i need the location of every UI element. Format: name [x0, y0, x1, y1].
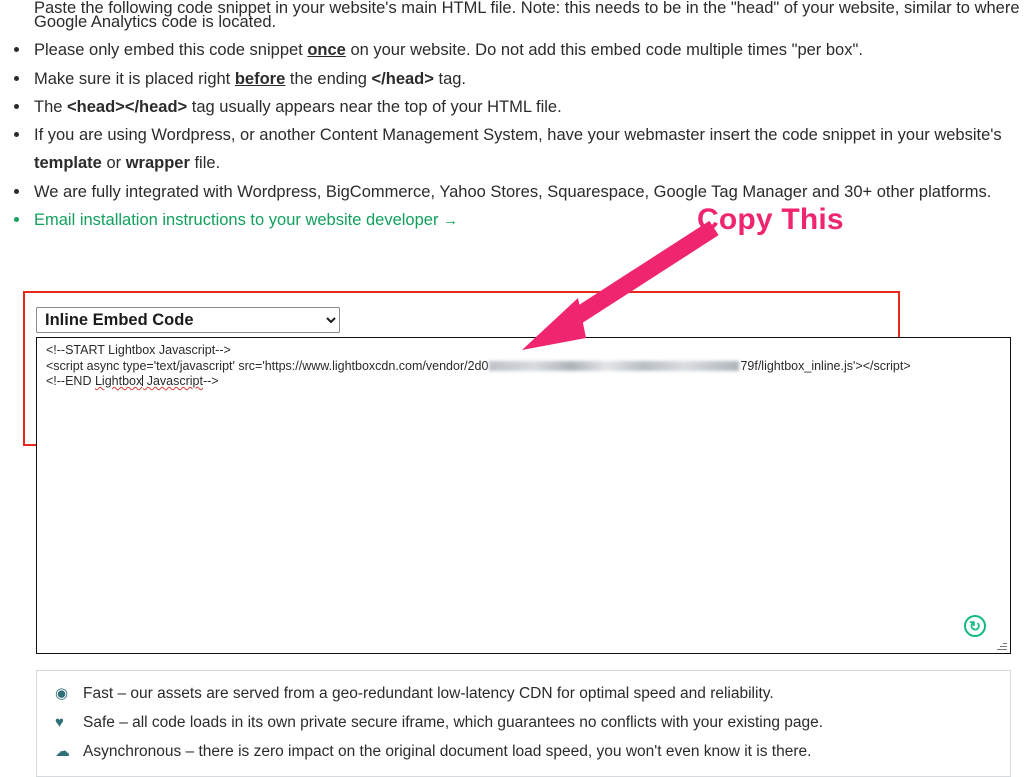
code-line-2-suffix: 79f/lightbox_inline.js'></script>: [740, 358, 911, 373]
list-bullet: [14, 104, 19, 109]
instruction-item-2-emphasis: before: [234, 69, 286, 88]
code-line-2-prefix: <script async type='text/javascript' src='https://www.lightboxcdn.com/vendor/2d0: [46, 358, 489, 373]
instruction-item-3: [0, 93, 1010, 121]
instruction-item-2-part-c: the ending: [285, 69, 372, 88]
instruction-item-1-emphasis: once: [307, 41, 346, 60]
arrow-right-icon: →: [443, 212, 459, 230]
instruction-item-4-wrapper: wrapper: [125, 154, 190, 173]
redacted-vendor-id: [489, 361, 739, 371]
embed-code-textarea[interactable]: [36, 337, 1011, 654]
feature-item-text: Fast – our assets are served from a geo-redundant low-latency CDN for optimal speed and reliability.: [83, 685, 774, 702]
feature-item: [37, 737, 1010, 766]
instruction-item-4-template: template: [34, 154, 102, 173]
refresh-icon[interactable]: ↻: [964, 615, 986, 637]
embed-code-type-select[interactable]: [36, 307, 340, 333]
speedometer-icon: ◉: [55, 685, 69, 702]
list-bullet: [14, 47, 19, 52]
feature-item: [37, 679, 1010, 708]
instruction-item-3-part-a: The: [34, 97, 68, 116]
instruction-item-4-part-c: or: [101, 154, 126, 173]
feature-item: [37, 708, 1010, 737]
feature-item-text: Asynchronous – there is zero impact on the original document load speed, you won't even know it is there.: [83, 743, 812, 760]
code-line-3-prefix: <!--END: [46, 374, 95, 389]
email-installation-instructions-label: Email installation instructions to your website developer: [34, 211, 439, 230]
arrow-down-left-icon: [500, 220, 730, 350]
instruction-item-4-part-a: If you are using Wordpress, or another Content Management System, have your webmaster insert the code snippet in your website's: [34, 126, 1002, 145]
instruction-item-3-tag: <head></head>: [67, 97, 188, 116]
feature-item-text: Safe – all code loads in its own private secure iframe, which guarantees no conflicts with your existing page.: [83, 714, 824, 731]
code-line-3-word-lightbox: Lightbox: [94, 374, 143, 389]
email-installation-instructions-link[interactable]: [34, 211, 458, 229]
list-bullet: [14, 189, 19, 194]
instruction-item-1-part-c: on your website. Do not add this embed code multiple times "per box".: [345, 41, 863, 60]
cloud-icon: ☁: [55, 743, 70, 760]
code-line-1: <!--START Lightbox Javascript-->: [46, 343, 231, 357]
list-bullet: [14, 217, 19, 222]
instruction-item-3-part-c: tag usually appears near the top of your HTML file.: [187, 97, 562, 116]
instruction-item-4: [0, 121, 1010, 178]
textarea-resize-handle[interactable]: [995, 638, 1009, 652]
instruction-item-2-tag: </head>: [371, 69, 434, 88]
instruction-text-clipped: Paste the following code snippet in your website's main HTML file. Note: this needs to be in the "head" of your website, similar to where: [34, 0, 1020, 17]
instructions-list: [0, 0, 1010, 235]
features-panel: [36, 670, 1011, 777]
grip-line: [1003, 643, 1007, 644]
code-line-3-word-javascript: Javascript: [143, 374, 203, 389]
instruction-item-5: [0, 178, 1010, 206]
instruction-item-5-text: We are fully integrated with Wordpress, BigCommerce, Yahoo Stores, Squarespace, Google Tag Manager and 30+ other platforms.: [34, 182, 992, 201]
instruction-item-4-part-e: file.: [189, 154, 221, 173]
code-line-3-suffix: -->: [202, 374, 219, 389]
instruction-item-1: [0, 36, 1010, 64]
list-bullet: [14, 76, 19, 81]
instruction-item-0-line2: Google Analytics code is located.: [34, 13, 277, 31]
shield-check-icon: ♥: [55, 714, 64, 731]
instruction-item-0: [0, 8, 1010, 36]
instruction-item-2-part-a: Make sure it is placed right: [34, 69, 235, 88]
copy-this-annotation-label: Copy This: [697, 203, 844, 236]
list-bullet: [14, 132, 19, 137]
embed-code-content: [46, 343, 911, 390]
grip-line: [1000, 646, 1007, 647]
instruction-item-2: [0, 65, 1010, 93]
instruction-item-1-part-a: Please only embed this code snippet: [34, 41, 308, 60]
instruction-item-2-part-e: tag.: [433, 69, 467, 88]
grip-line: [997, 649, 1007, 650]
